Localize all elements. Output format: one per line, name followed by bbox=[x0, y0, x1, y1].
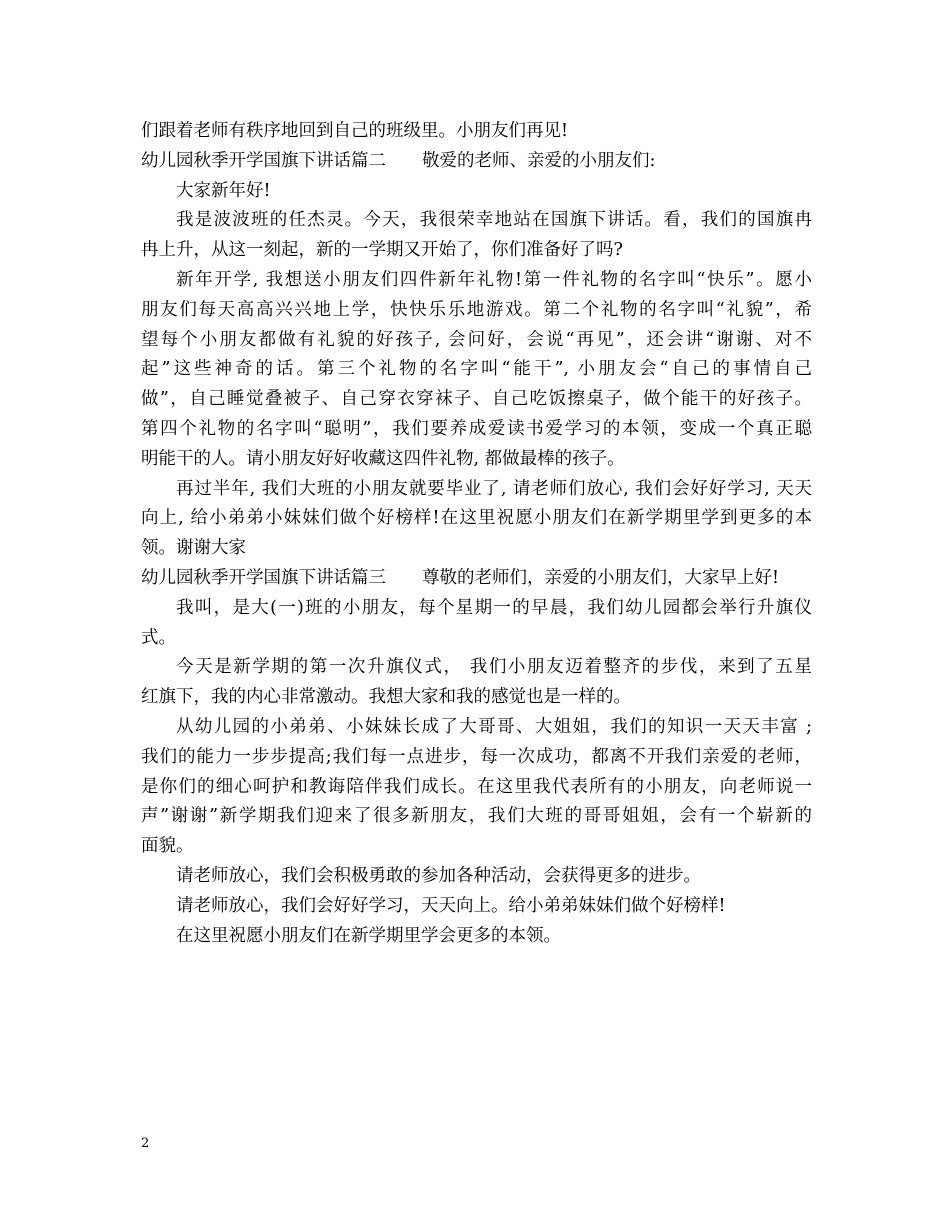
section-title: 幼儿园秋季开学国旗下讲话篇三 bbox=[141, 567, 386, 588]
text-line: 声”谢谢”新学期我们迎来了很多新朋友，我们大班的哥哥姐姐，会有一个崭新的 bbox=[141, 806, 812, 827]
document-body bbox=[141, 117, 812, 951]
text-line: 大家新年好! bbox=[176, 180, 271, 201]
text-line: 新年开学, 我想送小朋友们四件新年礼物!第一件礼物的名字叫“快乐”。愿小 bbox=[176, 269, 812, 290]
text-line: 式。 bbox=[141, 627, 176, 648]
text-line: 请老师放心，我们会好好学习，天天向上。给小弟弟妹妹们做个好榜样! bbox=[176, 895, 726, 916]
text-line: 从幼儿园的小弟弟、小妹妹长成了大哥哥、大姐姐，我们的知识一天天丰富 ; bbox=[176, 716, 812, 737]
text-line: 在这里祝愿小朋友们在新学期里学会更多的本领。 bbox=[176, 925, 561, 946]
text-line: 是你们的细心呵护和教诲陪伴我们成长。在这里我代表所有的小朋友，向老师说一 bbox=[141, 776, 812, 797]
text-line: 第四个礼物的名字叫“聪明”，我们要养成爱读书爱学习的本领，变成一个真正聪 bbox=[141, 418, 812, 439]
text-line: 做”，自己睡觉叠被子、自己穿衣穿袜子、自己吃饭擦桌子，做个能干的好孩子。 bbox=[141, 389, 812, 410]
text-line: 今天是新学期的第一次升旗仪式， 我们小朋友迈着整齐的步伐，来到了五星 bbox=[176, 657, 812, 678]
section-greeting: 敬爱的老师、亲爱的小朋友们: bbox=[422, 150, 656, 171]
section-heading-line bbox=[141, 564, 812, 594]
text-line: 领。谢谢大家 bbox=[141, 538, 246, 559]
text-line: 起”这些神奇的话。第三个礼物的名字叫“能干”, 小朋友会“自己的事情自己 bbox=[141, 359, 812, 380]
page-number: 2 bbox=[141, 1136, 150, 1151]
text-line: 向上, 给小弟弟小妹妹们做个好榜样!在这里祝愿小朋友们在新学期里学到更多的本 bbox=[141, 508, 812, 529]
text-line: 红旗下，我的内心非常激动。我想大家和我的感觉也是一样的。 bbox=[141, 687, 631, 708]
text-line: 望每个小朋友都做有礼貌的好孩子, 会问好，会说“再见”，还会讲“谢谢、对不 bbox=[141, 329, 812, 350]
section-greeting: 尊敬的老师们，亲爱的小朋友们，大家早上好! bbox=[422, 567, 780, 588]
text-line: 我叫，是大(一)班的小朋友，每个星期一的早晨，我们幼儿园都会举行升旗仪 bbox=[176, 597, 812, 618]
text-line: 面貌。 bbox=[141, 836, 194, 857]
text-line: 再过半年, 我们大班的小朋友就要毕业了, 请老师们放心, 我们会好好学习, 天天 bbox=[176, 478, 812, 499]
section-title: 幼儿园秋季开学国旗下讲话篇二 bbox=[141, 150, 386, 171]
text-line: 们跟着老师有秩序地回到自己的班级里。小朋友们再见! bbox=[141, 121, 569, 141]
section-heading-line bbox=[141, 147, 812, 177]
text-line: 冉上升，从这一刻起，新的一学期又开始了，你们准备好了吗? bbox=[141, 240, 623, 261]
text-line: 我们的能力一步步提高;我们每一点进步，每一次成功，都离不开我们亲爱的老师， bbox=[141, 746, 812, 767]
text-line: 朋友们每天高高兴兴地上学，快快乐乐地游戏。第二个礼物的名字叫“礼貌”，希 bbox=[141, 299, 812, 320]
text-line: 明能干的人。请小朋友好好收藏这四件礼物, 都做最棒的孩子。 bbox=[141, 448, 625, 469]
text-line: 我是波波班的任杰灵。今天，我很荣幸地站在国旗下讲话。看，我们的国旗冉 bbox=[176, 210, 812, 231]
text-line: 请老师放心，我们会积极勇敢的参加各种活动，会获得更多的进步。 bbox=[176, 865, 701, 886]
